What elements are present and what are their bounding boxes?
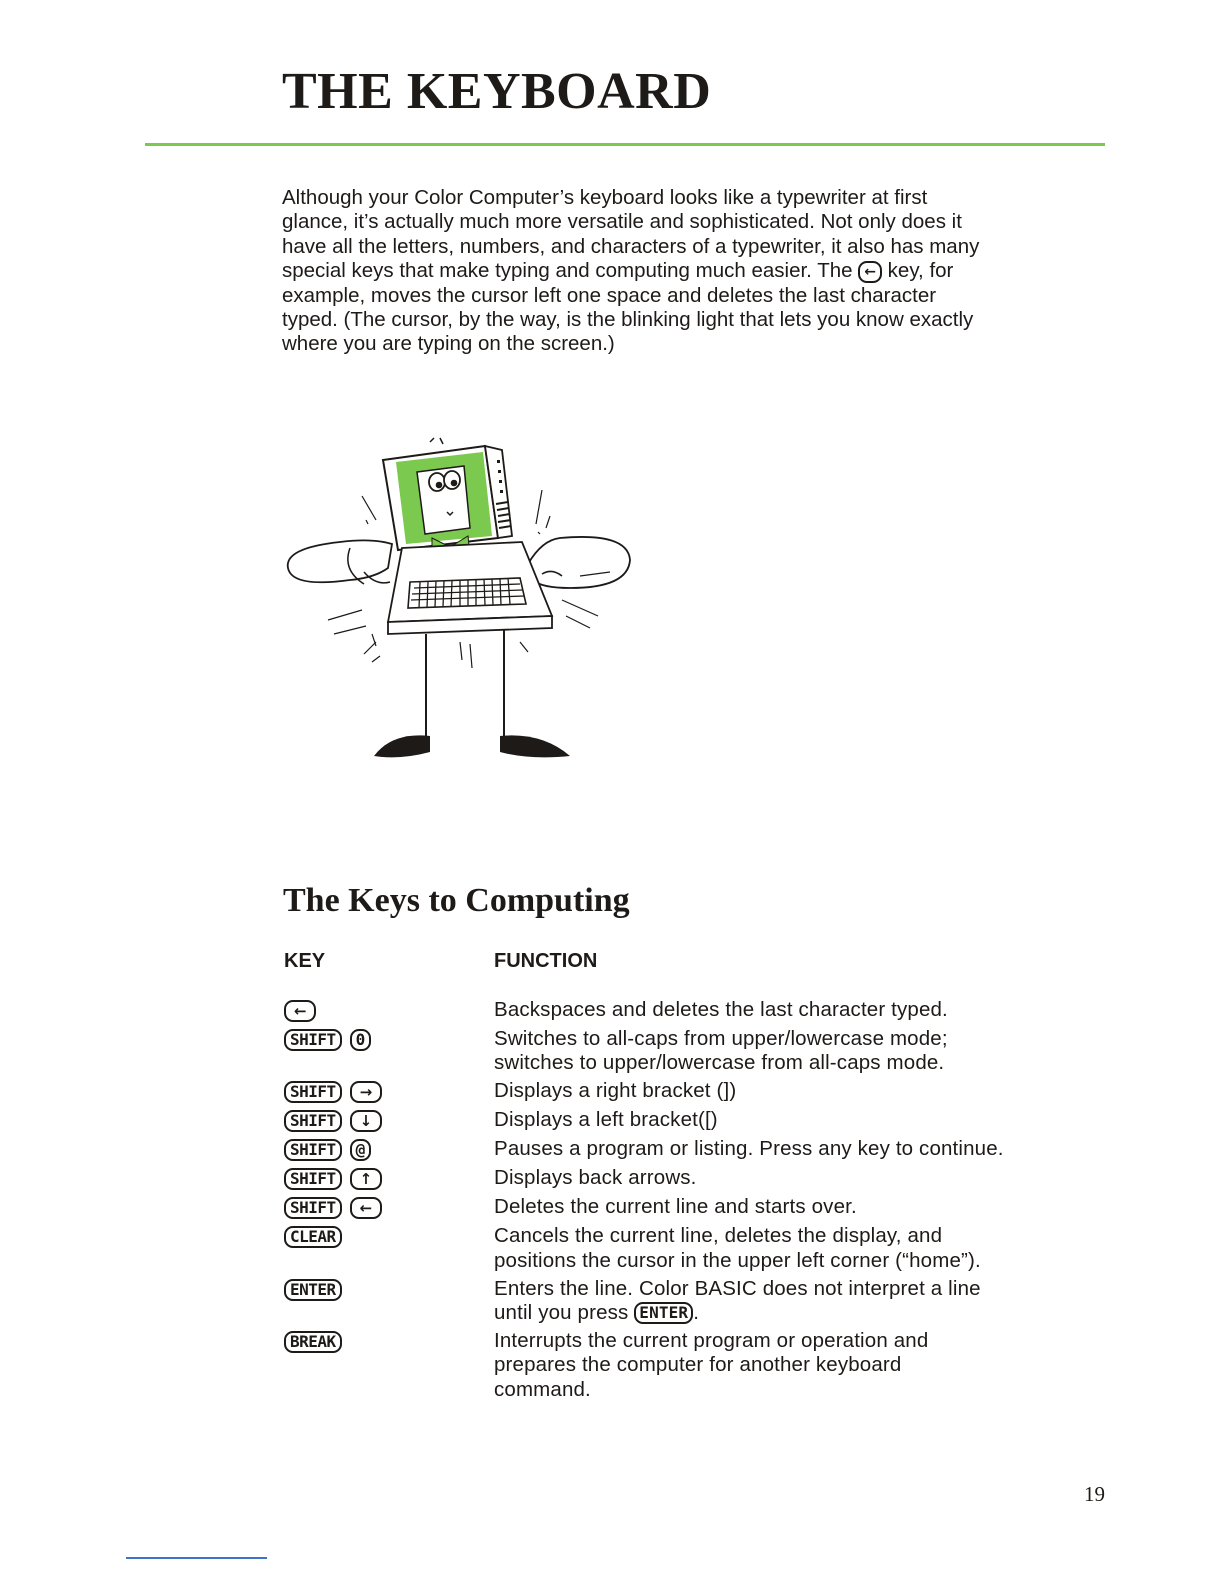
table-row — [284, 1195, 1004, 1220]
function-description-text: Enters the line. Color BASIC does not interpret a line until you press — [494, 1276, 981, 1325]
function-description: Pauses a program or listing. Press any key to continue. — [494, 1137, 1004, 1161]
key-combo — [284, 1137, 494, 1162]
key-combo — [284, 998, 494, 1023]
table-row — [284, 1166, 1004, 1191]
function-description: Backspaces and deletes the last character typed. — [494, 998, 948, 1021]
shift-key: SHIFT — [284, 1139, 342, 1161]
break-key: BREAK — [284, 1331, 342, 1353]
right-arrow-key-icon: → — [350, 1081, 382, 1103]
shift-key: SHIFT — [284, 1110, 342, 1132]
function-column-header: FUNCTION — [494, 950, 598, 972]
shift-key: SHIFT — [284, 1197, 342, 1219]
table-row — [284, 1027, 1004, 1075]
footer-blue-line — [126, 1557, 267, 1559]
table-row — [284, 1277, 1004, 1325]
function-description: Cancels the current line, deletes the display, and positions the cursor in the upper left corner (“home”). — [494, 1224, 981, 1272]
function-description: Displays back arrows. — [494, 1166, 697, 1190]
zero-key: 0 — [350, 1029, 371, 1051]
function-description: Displays a left bracket([) — [494, 1108, 718, 1132]
key-combo — [284, 1027, 494, 1052]
left-arrow-key-icon: ← — [350, 1197, 382, 1219]
enter-key: ENTER — [284, 1279, 342, 1301]
intro-paragraph — [282, 186, 982, 357]
shift-key: SHIFT — [284, 1168, 342, 1190]
function-description — [494, 1277, 1004, 1325]
function-description-end: . — [693, 1301, 700, 1325]
page-title: THE KEYBOARD — [282, 63, 712, 120]
table-row — [284, 1137, 1004, 1162]
key-combo — [284, 1224, 494, 1249]
key-column-header: KEY — [284, 950, 326, 972]
clear-key: CLEAR — [284, 1226, 342, 1248]
function-description: Displays a right bracket (]) — [494, 1079, 737, 1103]
table-row — [284, 1079, 1004, 1104]
key-combo — [284, 1329, 494, 1354]
table-row — [284, 998, 1004, 1023]
computer-mascot-illustration — [280, 420, 640, 770]
key-combo — [284, 1166, 494, 1191]
left-arrow-key-icon: ← — [284, 1000, 316, 1022]
table-row — [284, 1108, 1004, 1133]
shift-key: SHIFT — [284, 1029, 342, 1051]
key-combo — [284, 1277, 494, 1302]
shift-key: SHIFT — [284, 1081, 342, 1103]
up-arrow-key-icon: ↑ — [350, 1168, 382, 1190]
section-title: The Keys to Computing — [283, 882, 630, 919]
function-description: Interrupts the current program or operation and prepares the computer for another keyboard command. — [494, 1329, 929, 1401]
down-arrow-key-icon: ↓ — [350, 1110, 382, 1132]
function-description: Deletes the current line and starts over. — [494, 1195, 857, 1219]
inline-enter-key: ENTER — [634, 1302, 693, 1324]
key-combo — [284, 1195, 494, 1220]
table-row — [284, 1224, 1004, 1272]
table-row — [284, 1329, 1004, 1402]
page-number: 19 — [1084, 1482, 1105, 1506]
intro-text-part1: Although your Color Computer’s keyboard looks like a typewriter at first glance, it’s actually much more versatile and sophisticated. Not only does it have all the letters, numbers, and characters of a typewriter, it also has many special keys that make typing and computing much easier. The — [282, 186, 980, 283]
key-combo — [284, 1108, 494, 1133]
green-title-rule — [145, 143, 1105, 146]
left-arrow-key-icon: ← — [858, 261, 882, 283]
key-function-table — [284, 998, 1004, 1406]
function-description: Switches to all-caps from upper/lowercase mode; switches to upper/lowercase from all-caps mode. — [494, 1027, 948, 1075]
intro-text-part2: key, for example, moves the cursor left one space and deletes the last character typed. (The cursor, by the way, is the blinking light that lets you know exactly where you are typing on the screen.) — [282, 259, 974, 356]
at-sign-key: @ — [350, 1139, 371, 1161]
key-combo — [284, 1079, 494, 1104]
